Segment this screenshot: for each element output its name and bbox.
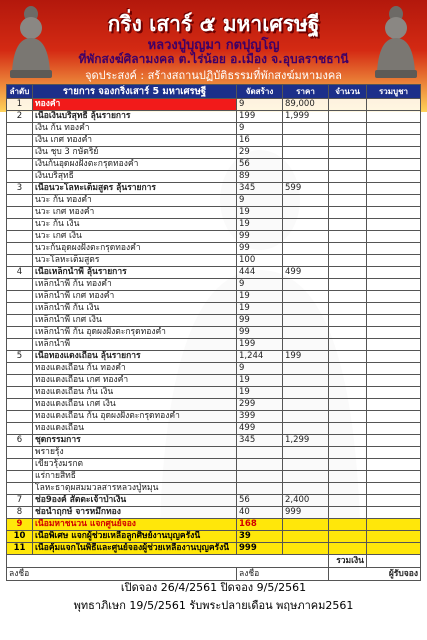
item-price [283, 399, 329, 411]
col-header-price: ราคา [283, 85, 329, 99]
row-number [7, 291, 33, 303]
row-number [7, 255, 33, 267]
item-name: ทองคำ [33, 99, 237, 111]
row-number [7, 195, 33, 207]
item-quantity: 19 [237, 303, 283, 315]
row-number [7, 171, 33, 183]
item-price: 599 [283, 183, 329, 195]
item-price [283, 387, 329, 399]
item-name: เนื้อเงินบริสุทธิ์ ลุ้นรายการ [33, 111, 237, 123]
table-row [7, 339, 421, 351]
item-quantity: 1,244 [237, 351, 283, 363]
item-name: เหล็กน้ำพี้ ก้น เงิน [33, 303, 237, 315]
item-quantity [237, 483, 283, 495]
item-quantity: 29 [237, 147, 283, 159]
row-number [7, 135, 33, 147]
col-header-qty: จัดสร้าง [237, 85, 283, 99]
item-price [283, 315, 329, 327]
item-name: เนื้อนวะโลหะเต็มสูตร ลุ้นรายการ [33, 183, 237, 195]
item-price: 499 [283, 267, 329, 279]
count-field[interactable] [329, 135, 367, 147]
count-field[interactable] [329, 315, 367, 327]
receiver-label: ผู้รับจอง [388, 568, 418, 579]
count-field[interactable] [329, 99, 367, 111]
count-field[interactable] [329, 519, 367, 531]
total-field[interactable] [367, 543, 421, 555]
item-quantity: 19 [237, 207, 283, 219]
item-price [283, 291, 329, 303]
item-name: ทองแดงเถื่อน ก้น เงิน [33, 387, 237, 399]
item-name: เนื้อคุ้มแจกในพิธีและศูนย์จองผู้ช่วยเหลืองานบุญครั้งนี้ [33, 543, 237, 555]
item-price [283, 471, 329, 483]
table-row [7, 351, 421, 363]
total-field[interactable] [367, 459, 421, 471]
count-field[interactable] [329, 459, 367, 471]
count-field[interactable] [329, 231, 367, 243]
item-quantity: 199 [237, 111, 283, 123]
item-quantity: 100 [237, 255, 283, 267]
item-name: เหล็กน้ำพี้ [33, 339, 237, 351]
table-row [7, 291, 421, 303]
total-field[interactable] [367, 207, 421, 219]
item-quantity: 299 [237, 399, 283, 411]
count-field[interactable] [329, 207, 367, 219]
page-title: กริ่ง เสาร์ ๕ มหาเศรษฐี [107, 12, 320, 36]
count-field[interactable] [329, 255, 367, 267]
item-price [283, 195, 329, 207]
ceremony-dates: พุทธาภิเษก 19/5/2561 รับพระปลายเดือน พฤษภาคม2561 [73, 599, 354, 612]
count-field[interactable] [329, 483, 367, 495]
purpose-text: จุดประสงค์ : สร้างสถานปฏิบัติธรรมที่พักสงฆ์มหามงคล [85, 69, 342, 82]
total-field[interactable] [367, 363, 421, 375]
item-name: นวะโลหะเต็มสูตร [33, 255, 237, 267]
item-quantity: 199 [237, 339, 283, 351]
count-field[interactable] [329, 435, 367, 447]
item-price [283, 519, 329, 531]
item-name: เงิน ชุบ 3 กษัตริย์ [33, 147, 237, 159]
table-row [7, 243, 421, 255]
table-row [7, 219, 421, 231]
table-row [7, 231, 421, 243]
grand-total-field[interactable] [367, 555, 421, 568]
item-price [283, 243, 329, 255]
item-name: เหล็กน้ำพี้ เกศ เงิน [33, 315, 237, 327]
row-number [7, 207, 33, 219]
item-quantity: 9 [237, 123, 283, 135]
item-quantity: 39 [237, 531, 283, 543]
item-quantity: 9 [237, 99, 283, 111]
count-field[interactable] [329, 183, 367, 195]
count-field[interactable] [329, 495, 367, 507]
total-field[interactable] [367, 435, 421, 447]
item-quantity: 19 [237, 219, 283, 231]
count-field[interactable] [329, 387, 367, 399]
total-field[interactable] [367, 279, 421, 291]
item-name: เงินบริสุทธิ์ [33, 171, 237, 183]
table-row [7, 507, 421, 519]
total-field[interactable] [367, 399, 421, 411]
item-quantity: 499 [237, 423, 283, 435]
booking-dates: เปิดจอง 26/4/2561 ปิดจอง 9/5/2561 [120, 581, 307, 594]
item-quantity: 399 [237, 411, 283, 423]
item-name: เนื้อทองแดงเถื่อน ลุ้นรายการ [33, 351, 237, 363]
item-name: แร่กายสิทธิ์ [33, 471, 237, 483]
row-number [7, 303, 33, 315]
col-header-no: ลำดับ [7, 85, 33, 99]
row-number [7, 375, 33, 387]
total-field[interactable] [367, 123, 421, 135]
total-field[interactable] [367, 351, 421, 363]
item-price: 89,000 [283, 99, 329, 111]
table-row [7, 519, 421, 531]
item-name: นวะ เกศ ทองคำ [33, 207, 237, 219]
table-row [7, 207, 421, 219]
total-field[interactable] [367, 291, 421, 303]
item-name: เนื้อมหาชนวน แจกศูนย์จอง [33, 519, 237, 531]
item-name: โลหะธาตุผสมมวลสารหลวงปู่หมุน [33, 483, 237, 495]
total-field[interactable] [367, 339, 421, 351]
item-price [283, 327, 329, 339]
row-number [7, 231, 33, 243]
count-field[interactable] [329, 447, 367, 459]
total-field[interactable] [367, 411, 421, 423]
item-name: ช่อ9องค์ สัตตะเจ้าป่าเงิน [33, 495, 237, 507]
row-number [7, 279, 33, 291]
total-field[interactable] [367, 231, 421, 243]
table-row [7, 267, 421, 279]
item-name: เงิน ก้น ทองคำ [33, 123, 237, 135]
item-price [283, 423, 329, 435]
item-price [283, 231, 329, 243]
count-field[interactable] [329, 531, 367, 543]
item-quantity: 345 [237, 435, 283, 447]
item-price [283, 447, 329, 459]
table-row [7, 123, 421, 135]
item-name: พรายรุ้ง [33, 447, 237, 459]
item-price [283, 531, 329, 543]
count-field[interactable] [329, 159, 367, 171]
col-header-count: จำนวน [329, 85, 367, 99]
item-quantity: 99 [237, 231, 283, 243]
total-field[interactable] [367, 99, 421, 111]
count-field[interactable] [329, 123, 367, 135]
total-field[interactable] [367, 171, 421, 183]
total-field[interactable] [367, 531, 421, 543]
count-field[interactable] [329, 111, 367, 123]
count-field[interactable] [329, 291, 367, 303]
row-number [7, 363, 33, 375]
count-field[interactable] [329, 279, 367, 291]
row-number: 10 [7, 531, 33, 543]
item-name: เนื้อพิเศษ แจกผู้ช่วยเหลือลูกศิษย์งานบุญครั้งนี้ [33, 531, 237, 543]
count-field[interactable] [329, 351, 367, 363]
total-field[interactable] [367, 183, 421, 195]
total-field[interactable] [367, 255, 421, 267]
item-quantity: 99 [237, 315, 283, 327]
item-quantity: 40 [237, 507, 283, 519]
table-row [7, 435, 421, 447]
count-field[interactable] [329, 147, 367, 159]
count-field[interactable] [329, 171, 367, 183]
item-name: เงิน เกศ ทองคำ [33, 135, 237, 147]
item-price [283, 375, 329, 387]
row-number [7, 387, 33, 399]
total-field[interactable] [367, 135, 421, 147]
row-number [7, 423, 33, 435]
row-number [7, 219, 33, 231]
item-price: 1,299 [283, 435, 329, 447]
row-number [7, 483, 33, 495]
row-number: 8 [7, 507, 33, 519]
row-number: 9 [7, 519, 33, 531]
total-field[interactable] [367, 195, 421, 207]
count-field[interactable] [329, 411, 367, 423]
item-quantity [237, 471, 283, 483]
col-header-name: รายการ จองกริ่งเสาร์ 5 มหาเศรษฐี [33, 85, 237, 99]
total-field[interactable] [367, 423, 421, 435]
sign-left-label: ลงชื่อ [9, 568, 30, 579]
item-price: 1,999 [283, 111, 329, 123]
item-name: เหล็กน้ำพี้ ก้น ทองคำ [33, 279, 237, 291]
item-price: 2,400 [283, 495, 329, 507]
table-row [7, 147, 421, 159]
item-price [283, 363, 329, 375]
item-quantity: 89 [237, 171, 283, 183]
table-row [7, 171, 421, 183]
item-price [283, 459, 329, 471]
item-quantity: 16 [237, 135, 283, 147]
row-number: 2 [7, 111, 33, 123]
item-name: ทองแดงเถื่อน [33, 423, 237, 435]
order-table [6, 84, 421, 581]
total-field[interactable] [367, 447, 421, 459]
item-quantity: 19 [237, 291, 283, 303]
item-name: นวะ ก้น ทองคำ [33, 195, 237, 207]
total-field[interactable] [367, 483, 421, 495]
table-row [7, 183, 421, 195]
item-name: ทองแดงเถื่อน ก้น อุดผงฝังตะกรุดทองคำ [33, 411, 237, 423]
table-row [7, 447, 421, 459]
table-row [7, 327, 421, 339]
count-field[interactable] [329, 363, 367, 375]
item-name: เงินก้นอุดผงฝังตะกรุดทองคำ [33, 159, 237, 171]
row-number: 7 [7, 495, 33, 507]
item-name: นวะก้นอุดผงฝังตะกรุดทองคำ [33, 243, 237, 255]
count-field[interactable] [329, 399, 367, 411]
row-number [7, 147, 33, 159]
total-field[interactable] [367, 327, 421, 339]
row-number: 4 [7, 267, 33, 279]
item-quantity: 19 [237, 375, 283, 387]
table-row [7, 531, 421, 543]
col-header-total: รวมบูชา [367, 85, 421, 99]
table-row [7, 159, 421, 171]
item-name: เหล็กน้ำพี้ เกศ ทองคำ [33, 291, 237, 303]
count-field[interactable] [329, 339, 367, 351]
row-number: 1 [7, 99, 33, 111]
total-field[interactable] [367, 495, 421, 507]
row-number [7, 327, 33, 339]
total-field[interactable] [367, 303, 421, 315]
row-number [7, 339, 33, 351]
table-row [7, 471, 421, 483]
item-price: 199 [283, 351, 329, 363]
item-quantity: 168 [237, 519, 283, 531]
item-name: นวะ เกศ เงิน [33, 231, 237, 243]
count-field[interactable] [329, 423, 367, 435]
row-number [7, 459, 33, 471]
row-number: 11 [7, 543, 33, 555]
item-price [283, 147, 329, 159]
count-field[interactable] [329, 195, 367, 207]
item-quantity: 99 [237, 243, 283, 255]
item-price [283, 219, 329, 231]
total-label: รวมเงิน [329, 555, 367, 568]
item-price [283, 411, 329, 423]
item-quantity: 999 [237, 543, 283, 555]
count-field[interactable] [329, 303, 367, 315]
temple-address: ที่พักสงฆ์ศิลามงคล ต.ไร่น้อย อ.เมือง จ.อุบลราชธานี [78, 52, 349, 66]
item-name: ทองแดงเถื่อน ก้น ทองคำ [33, 363, 237, 375]
item-price [283, 303, 329, 315]
total-field[interactable] [367, 375, 421, 387]
item-price [283, 207, 329, 219]
item-quantity [237, 459, 283, 471]
item-quantity: 345 [237, 183, 283, 195]
count-field[interactable] [329, 243, 367, 255]
item-name: ทองแดงเถื่อน เกศ ทองคำ [33, 375, 237, 387]
item-quantity: 19 [237, 387, 283, 399]
table-row [7, 423, 421, 435]
table-row [7, 399, 421, 411]
item-price [283, 159, 329, 171]
table-row [7, 135, 421, 147]
item-quantity: 56 [237, 495, 283, 507]
table-row [7, 375, 421, 387]
table-row [7, 411, 421, 423]
item-name: นวะ ก้น เงิน [33, 219, 237, 231]
item-name: เหล็กน้ำพี้ ก้น อุดผงฝังตะกรุดทองคำ [33, 327, 237, 339]
row-number: 3 [7, 183, 33, 195]
item-price [283, 339, 329, 351]
table-row [7, 483, 421, 495]
table-row [7, 543, 421, 555]
count-field[interactable] [329, 267, 367, 279]
table-row [7, 195, 421, 207]
count-field[interactable] [329, 507, 367, 519]
item-price [283, 171, 329, 183]
table-row [7, 99, 421, 111]
total-field[interactable] [367, 147, 421, 159]
count-field[interactable] [329, 219, 367, 231]
item-quantity: 9 [237, 279, 283, 291]
count-field[interactable] [329, 327, 367, 339]
row-number [7, 411, 33, 423]
item-quantity: 9 [237, 195, 283, 207]
row-number [7, 447, 33, 459]
monk-name: หลวงปู่บุญมา กตปุญโญ [147, 38, 280, 53]
item-name: เขียวรุ้งมรกต [33, 459, 237, 471]
total-field[interactable] [367, 243, 421, 255]
table-row [7, 315, 421, 327]
item-price: 999 [283, 507, 329, 519]
item-name: ทองแดงเถื่อน เกศ เงิน [33, 399, 237, 411]
item-name: ช่อน้ำฤกษ์ จารหมึกทอง [33, 507, 237, 519]
item-quantity: 444 [237, 267, 283, 279]
total-field[interactable] [367, 315, 421, 327]
item-price [283, 123, 329, 135]
item-quantity: 9 [237, 363, 283, 375]
row-number [7, 399, 33, 411]
total-field[interactable] [367, 111, 421, 123]
item-price [283, 279, 329, 291]
table-row [7, 303, 421, 315]
total-field[interactable] [367, 387, 421, 399]
item-price [283, 483, 329, 495]
total-field[interactable] [367, 471, 421, 483]
total-field[interactable] [367, 267, 421, 279]
row-number [7, 471, 33, 483]
item-name: ชุดกรรมการ [33, 435, 237, 447]
count-field[interactable] [329, 471, 367, 483]
row-number: 5 [7, 351, 33, 363]
item-price [283, 255, 329, 267]
item-quantity: 99 [237, 327, 283, 339]
order-table-body [7, 99, 421, 555]
item-quantity [237, 447, 283, 459]
table-row [7, 459, 421, 471]
count-field[interactable] [329, 543, 367, 555]
row-number [7, 243, 33, 255]
total-field[interactable] [367, 159, 421, 171]
order-table-wrap [6, 84, 420, 581]
table-row [7, 387, 421, 399]
table-row [7, 279, 421, 291]
item-quantity: 56 [237, 159, 283, 171]
count-field[interactable] [329, 375, 367, 387]
total-field[interactable] [367, 507, 421, 519]
row-number [7, 159, 33, 171]
total-field[interactable] [367, 519, 421, 531]
total-field[interactable] [367, 219, 421, 231]
item-price [283, 543, 329, 555]
item-price [283, 135, 329, 147]
sign-mid-label: ลงชื่อ [239, 568, 260, 579]
table-row [7, 495, 421, 507]
table-row [7, 255, 421, 267]
table-row [7, 363, 421, 375]
row-number: 6 [7, 435, 33, 447]
item-name: เนื้อเหล็กน้ำพี้ ลุ้นรายการ [33, 267, 237, 279]
total-spacer [7, 555, 329, 568]
row-number [7, 315, 33, 327]
row-number [7, 123, 33, 135]
table-row [7, 111, 421, 123]
